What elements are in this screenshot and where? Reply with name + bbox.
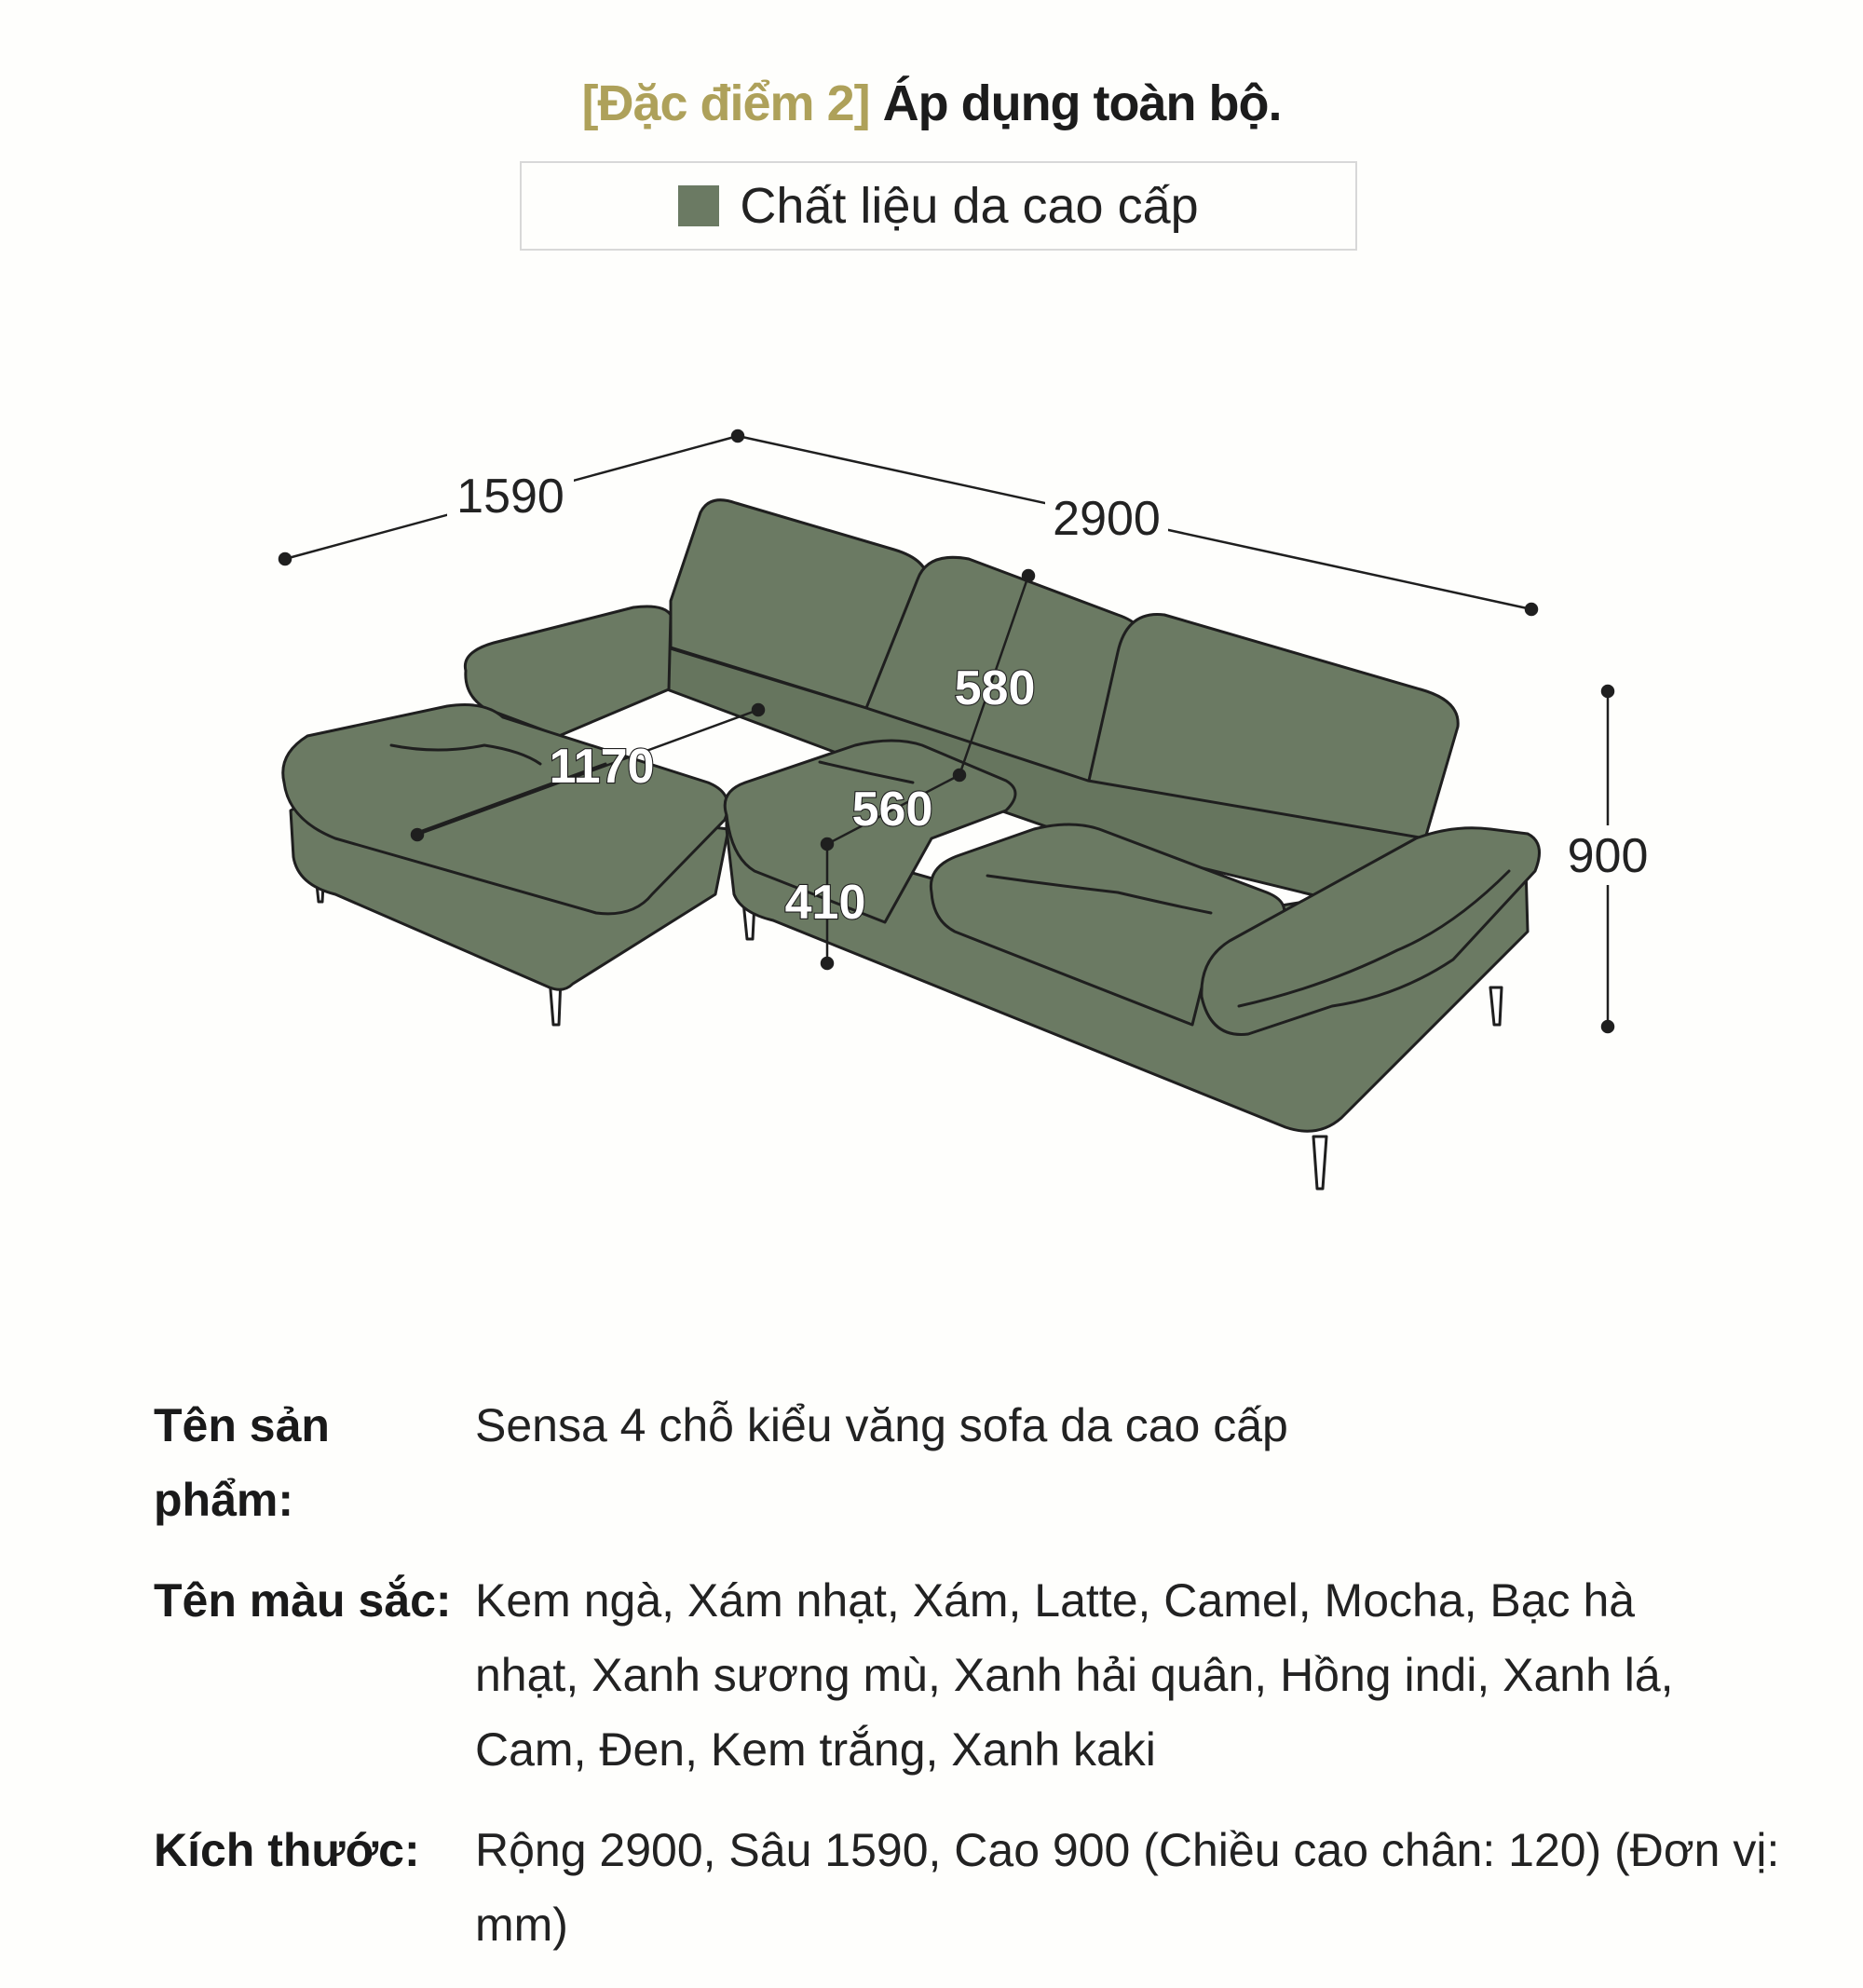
backrest-label: 580 xyxy=(954,661,1036,715)
depth-label: 1590 xyxy=(456,470,564,524)
sofa-leg xyxy=(1313,1137,1326,1189)
spec-row-name xyxy=(154,1388,1830,1537)
spec-row-size xyxy=(154,1813,1830,1962)
dimension-dot xyxy=(753,704,764,715)
height-label: 900 xyxy=(1567,829,1649,883)
feature-tag: [Đặc điểm 2] xyxy=(581,75,870,131)
chaise-length-label: 1170 xyxy=(549,740,655,794)
seat-height-label: 410 xyxy=(784,876,866,930)
dimension-dot xyxy=(412,829,423,840)
product-specs xyxy=(154,1388,1830,1988)
dimension-dot xyxy=(1602,1021,1613,1032)
product-name-value: Sensa 4 chỗ kiểu văng sofa da cao cấp xyxy=(475,1399,1288,1451)
color-names-value: Kem ngà, Xám nhạt, Xám, Latte, Camel, Mocha, Bạc hà nhạt, Xanh sương mù, Xanh hải quân, Hồng indi, Xanh lá, Cam, Đen, Kem trắng, Xanh kaki xyxy=(475,1574,1674,1776)
dimension-dot xyxy=(1023,570,1034,581)
sofa-leg xyxy=(1490,987,1502,1025)
color-names-label: Tên màu sắc: xyxy=(154,1574,452,1627)
product-name-label: Tên sản phẩm: xyxy=(154,1399,330,1526)
dimension-dot xyxy=(822,958,833,969)
dimension-dot xyxy=(954,769,965,781)
dimension-dot xyxy=(1526,604,1537,615)
feature-title: Áp dụng toàn bộ. xyxy=(882,75,1282,131)
dimension-dot xyxy=(279,553,291,565)
width-label: 2900 xyxy=(1053,492,1161,546)
dimension-dot xyxy=(1602,686,1613,697)
size-label: Kích thước: xyxy=(154,1824,420,1876)
dimension-dot xyxy=(732,430,743,442)
size-value: Rộng 2900, Sâu 1590, Cao 900 (Chiều cao chân: 120) (Đơn vị: mm) xyxy=(475,1824,1780,1951)
spec-row-colors xyxy=(154,1563,1830,1787)
seat-depth-label: 560 xyxy=(851,783,933,837)
dimension-dot xyxy=(822,838,833,850)
material-label: Chất liệu da cao cấp xyxy=(740,178,1199,234)
